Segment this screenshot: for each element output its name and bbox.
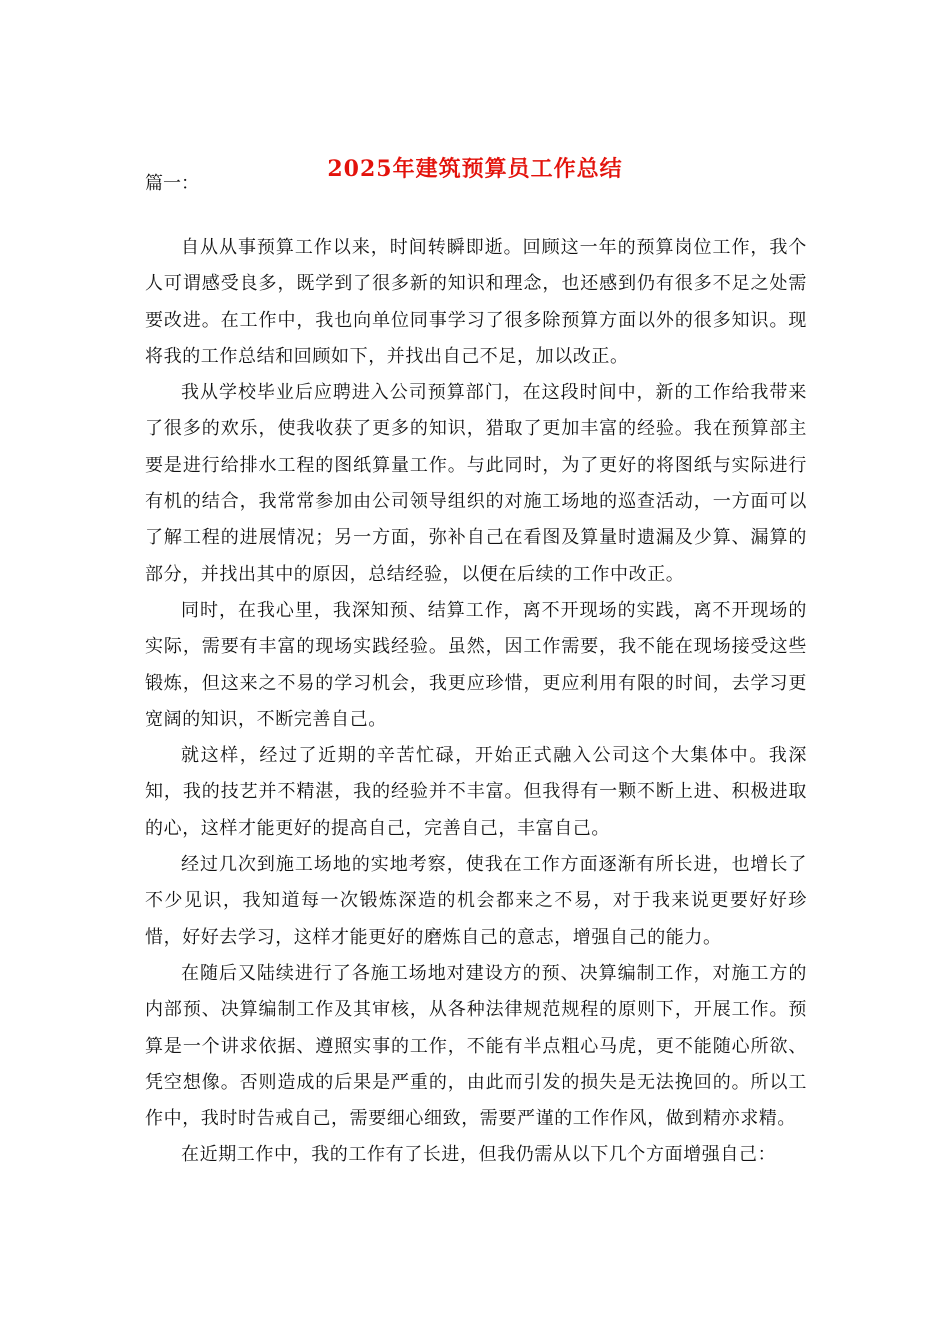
paragraph-5: 经过几次到施工场地的实地考察，使我在工作方面逐渐有所长进，也增长了不少见识，我知道每一次锻炼深造的机会都来之不易，对于我来说更要好好珍惜，好好去学习，这样才能更好的磨炼自己的意志，增强自己的能力。 — [145, 854, 807, 948]
paragraph-3: 同时，在我心里，我深知预、结算工作，离不开现场的实践，离不开现场的实际，需要有丰富的现场实践经验。虽然，因工作需要，我不能在现场接受这些锻炼，但这来之不易的学习机会，我更应珍惜，更应利用有限的时间，去学习更宽阔的知识，不断完善自己。 — [145, 599, 807, 730]
document-title: 2025年建筑预算员工作总结 — [327, 156, 623, 182]
paragraph-7: 在近期工作中，我的工作有了长进，但我仍需从以下几个方面增强自己： — [181, 1144, 777, 1166]
paragraph-6: 在随后又陆续进行了各施工场地对建设方的预、决算编制工作，对施工方的内部预、决算编制工作及其审核，从各种法律规范规程的原则下，开展工作。预算是一个讲求依据、遵照实事的工作，不能有半点粗心马虎，更不能随心所欲、凭空想像。否则造成的后果是严重的，由此而引发的损失是无法挽回的。所以工作中，我时时告戒自己，需要细心细致，需要严谨的工作作风，做到精亦求精。 — [145, 962, 807, 1130]
document-body — [145, 230, 807, 1174]
paragraph-1: 自从从事预算工作以来，时间转瞬即逝。回顾这一年的预算岗位工作，我个人可谓感受良多，既学到了很多新的知识和理念，也还感到仍有很多不足之处需要改进。在工作中，我也向单位同事学习了很多除预算方面以外的很多知识。现将我的工作总结和回顾如下，并找出自己不足，加以改正。 — [145, 237, 807, 367]
section-label: 篇一： — [145, 173, 199, 194]
paragraph-2: 我从学校毕业后应聘进入公司预算部门，在这段时间中，新的工作给我带来了很多的欢乐，使我收获了更多的知识，猎取了更加丰富的经验。我在预算部主要是进行给排水工程的图纸算量工作。与此同时，为了更好的将图纸与实际进行有机的结合，我常常参加由公司领导组织的对施工场地的巡查活动，一方面可以了解工程的进展情况；另一方面，弥补自己在看图及算量时遗漏及少算、漏算的部分，并找出其中的原因，总结经验，以便在后续的工作中改正。 — [145, 382, 807, 585]
paragraph-4: 就这样，经过了近期的辛苦忙碌，开始正式融入公司这个大集体中。我深知，我的技艺并不精湛，我的经验并不丰富。但我得有一颗不断上进、积极进取的心，这样才能更好的提高自己，完善自己，丰富自己。 — [145, 745, 807, 839]
